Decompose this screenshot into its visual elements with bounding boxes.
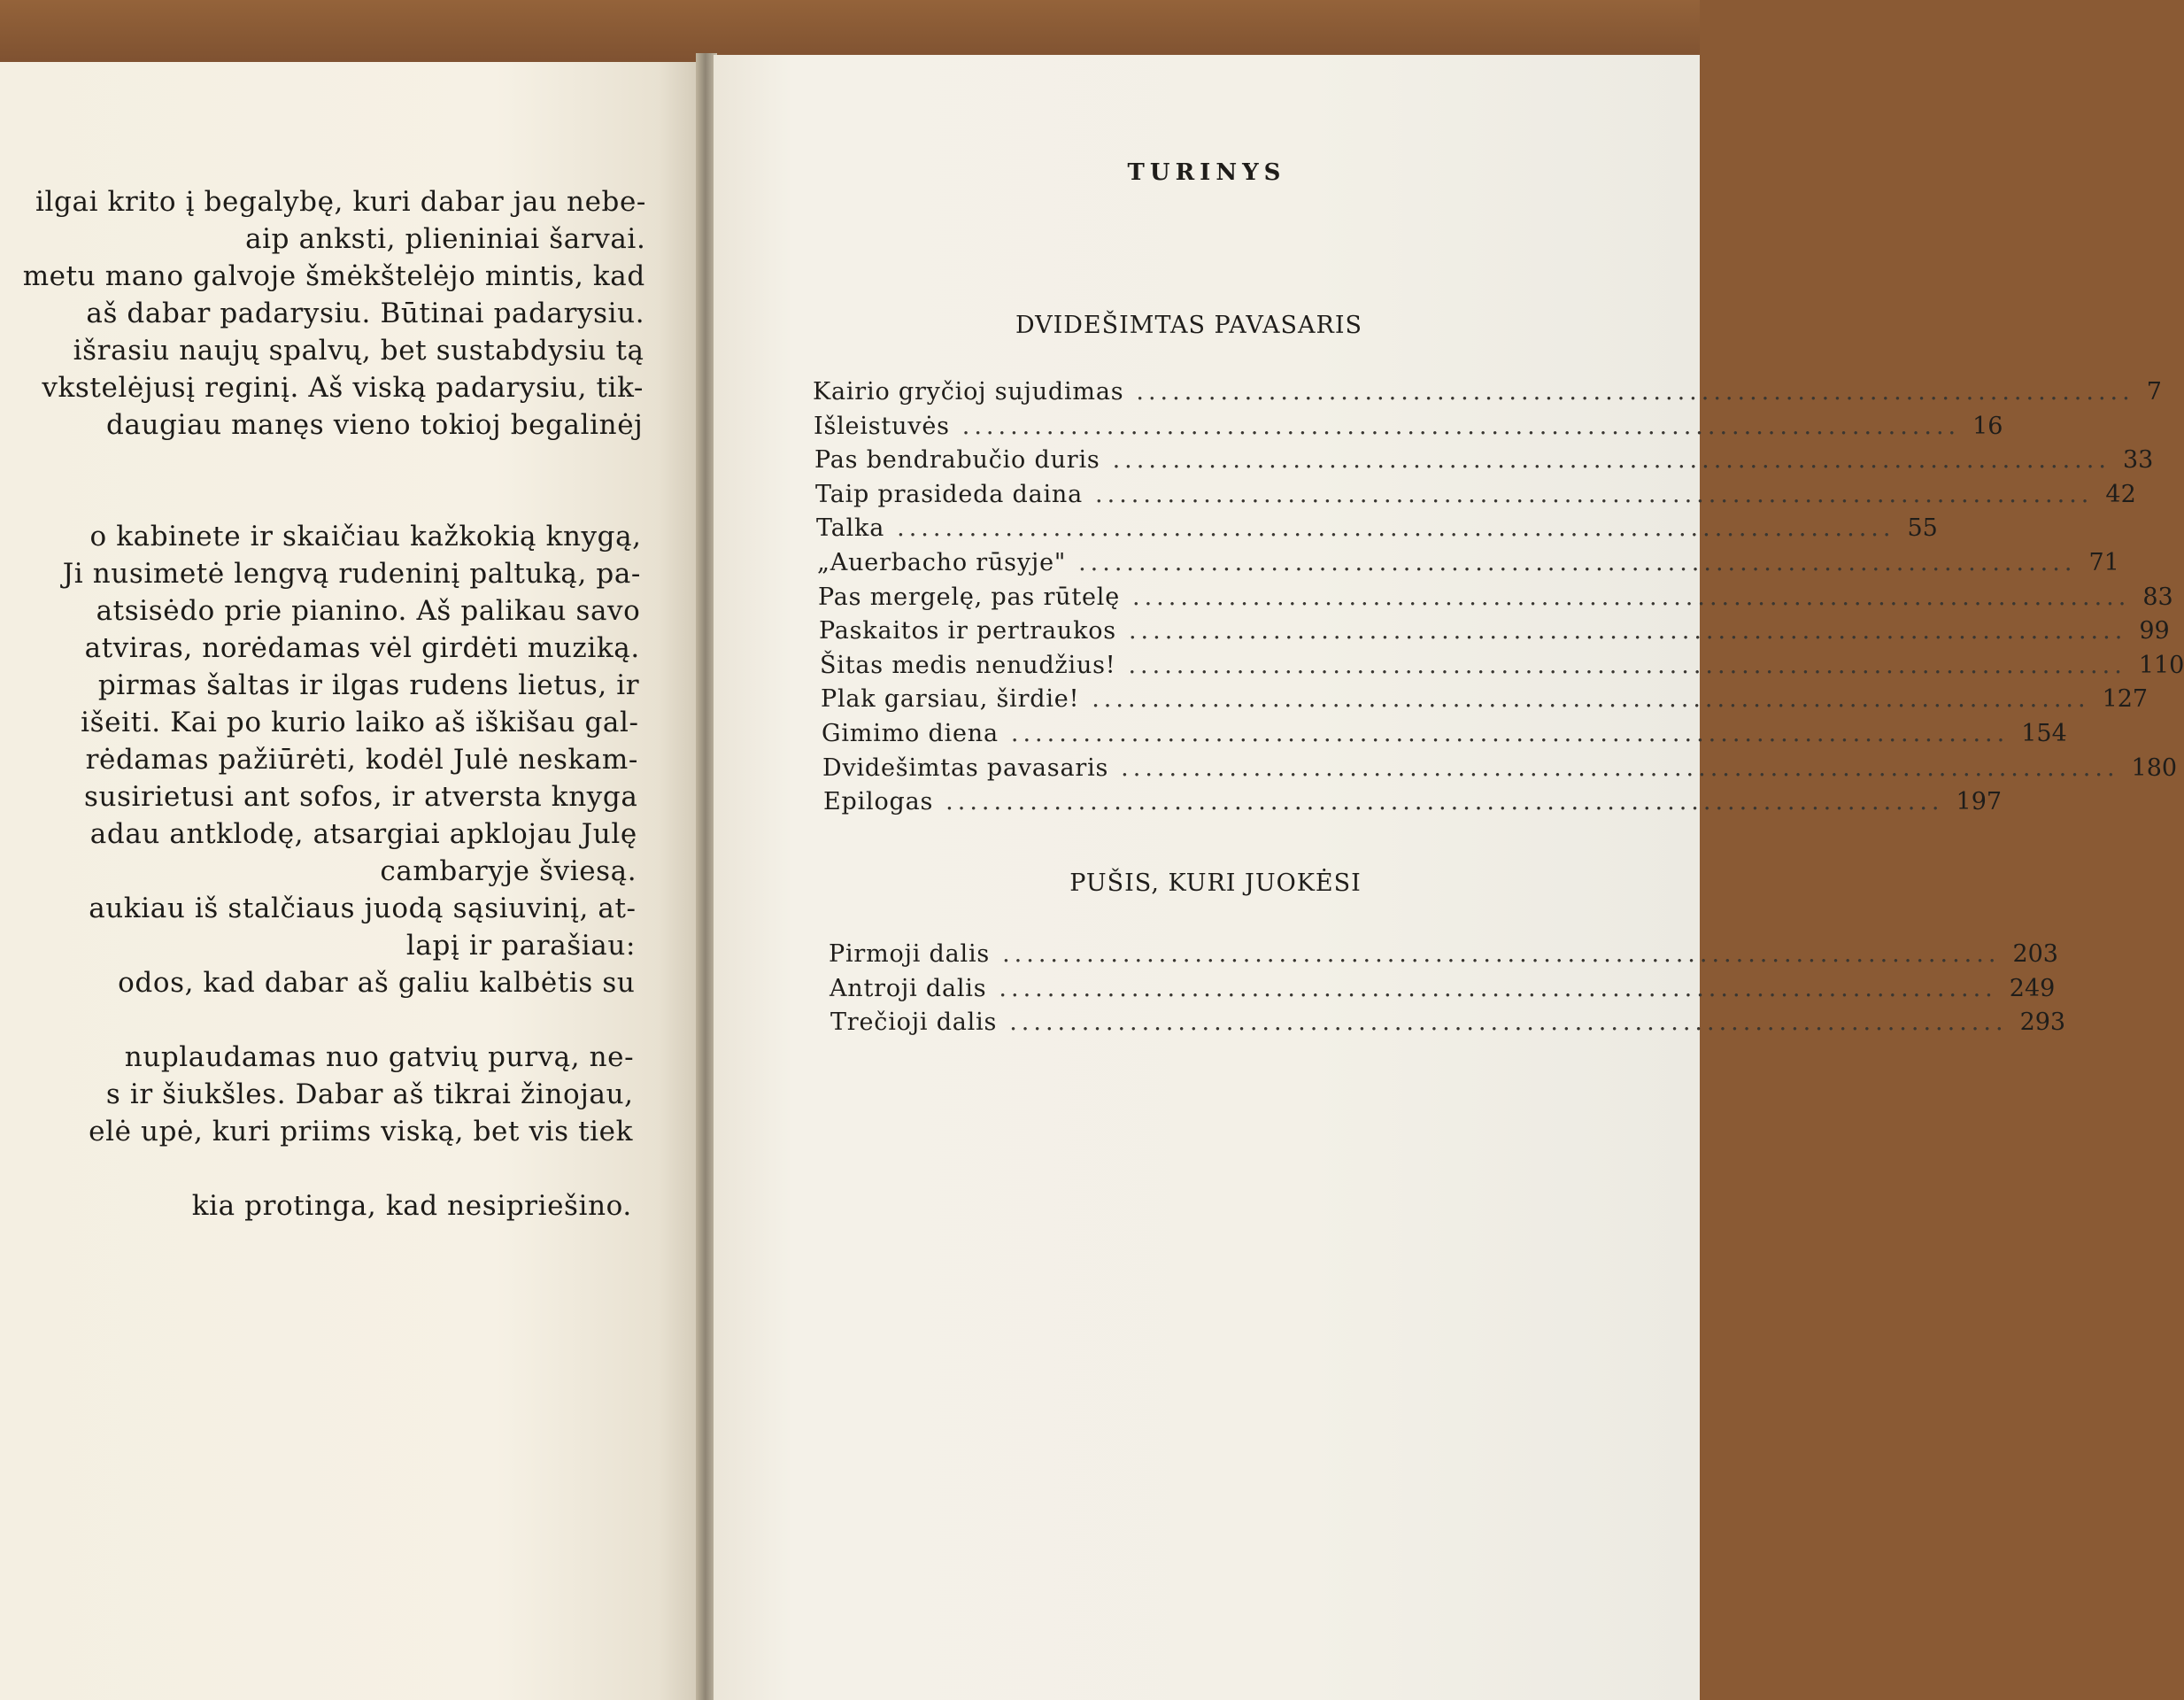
toc-part-title: PUŠIS, KURI JUOKĖSI [1069,869,1362,897]
toc-entry-title: Epilogas [823,788,934,816]
body-text-line: rėdamas pažiūrėti, kodėl Julė neskam- [85,744,638,776]
toc-entry-title: Plak garsiau, širdie! [821,685,1080,714]
toc-entry-title: Šitas medis nenudžius! [820,651,1116,679]
body-text-line: daugiau manęs vieno tokioj begalinėj [106,409,644,441]
toc-entry [822,720,2067,752]
toc-entry-page-number: 180 [2131,753,2178,782]
body-text-line: metu mano galvoje šmėkštelėjo mintis, kad [22,260,645,292]
body-text-line: Ji nusimetė lengvą rudeninį paltuką, pa- [62,558,641,590]
toc-entry-page-number: 7 [2146,378,2162,406]
toc-entry-title: Taip prasideda daina [815,480,1084,508]
toc-entry-title: Pas mergelę, pas rūtelę [818,583,1120,611]
toc-dot-leader: ................................................................................... [1010,720,2010,747]
toc-entry-page-number: 16 [1972,412,2003,440]
body-text-line: išrasiu naujų spalvų, bet sustabdysiu tą [73,335,644,367]
toc-entry-page-number: 154 [2021,720,2067,747]
left-book-page [0,62,708,1700]
toc-entry [814,446,2154,478]
body-text-line: s ir šiukšles. Dabar aš tikrai žinojau, [105,1078,634,1110]
toc-dot-leader: ................................................................................... [1095,480,2094,508]
toc-entry-page-number: 249 [2009,974,2056,1002]
body-text-line: lapį ir parašiau: [405,930,636,962]
toc-entry-page-number: 293 [2019,1008,2066,1037]
body-text-line: išeiti. Kai po kurio laiko aš iškišau gal- [81,707,639,738]
toc-entry-page-number: 197 [1956,788,2003,816]
toc-heading: TURINYS [1127,159,1286,186]
body-text-line: pirmas šaltas ir ilgas rudens lietus, ir [97,669,640,701]
body-text-line: aip anksti, plieniniai šarvai. [245,223,646,255]
body-text-line: vkstelėjusį reginį. Aš viską padarysiu, tik- [42,372,644,404]
toc-entry [816,514,1938,546]
toc-dot-leader: ................................................................................... [1009,1008,2008,1037]
toc-entry-title: Pirmoji dalis [829,940,991,968]
body-text-line: elė upė, kuri priims viską, bet vis tiek [89,1116,633,1148]
body-text-line: aukiau iš stalčiaus juodą sąsiuvinį, at- [89,892,637,924]
toc-entry [813,378,2162,410]
toc-dot-leader: ................................................................................... [1121,753,2119,782]
toc-entry-title: Trečioji dalis [830,1008,998,1037]
toc-dot-leader: ................................................................................... [961,412,1961,440]
body-text-line: aš dabar padarysiu. Būtinai padarysiu. [86,298,645,329]
body-text-line: atviras, norėdamas vėl girdėti muziką. [84,632,640,664]
toc-dot-leader: ................................................................................... [1112,446,2111,475]
toc-entry-title: Antroji dalis [830,974,987,1002]
toc-entry-title: Paskaitos ir pertraukos [819,617,1116,645]
toc-dot-leader: ................................................................................... [1136,378,2134,406]
toc-entry [818,583,2173,615]
toc-entry [817,549,2119,581]
toc-entry [823,788,2003,820]
toc-part-title: DVIDEŠIMTAS PAVASARIS [1015,312,1363,339]
toc-entry-title: „Auerbacho rūsyje" [817,549,1067,576]
toc-entry [830,1008,2066,1040]
toc-dot-leader: ................................................................................... [945,788,1944,816]
toc-entry-page-number: 99 [2139,617,2170,645]
body-text-line: kia protinga, kad nesipriešino. [191,1190,632,1222]
left-page-body-text [0,62,708,1700]
toc-entry [822,753,2178,786]
toc-entry-title: Dvidešimtas pavasaris [822,753,1109,782]
toc-entry-page-number: 203 [2012,940,2058,968]
body-text-line: o kabinete ir skaičiau kažkokią knygą, [89,521,642,552]
toc-entry [820,651,2184,684]
toc-entry-title: Pas bendrabučio duris [814,446,1100,475]
toc-entry-page-number: 42 [2105,480,2136,508]
toc-entry [815,480,2136,513]
body-text-line: susirietusi ant sofos, ir atversta knyga [83,781,638,813]
body-text-line: atsisėdo prie pianino. Aš palikau savo [96,595,641,627]
toc-entry [830,974,2056,1007]
toc-entry-title: Išleistuvės [814,412,950,440]
toc-entry-page-number: 83 [2142,583,2173,611]
toc-dot-leader: ................................................................................... [1002,940,2001,968]
toc-entry-page-number: 71 [2088,549,2119,576]
toc-entry [819,617,2170,649]
toc-dot-leader: ................................................................................... [1131,583,2131,611]
toc-dot-leader: ................................................................................... [1128,617,2127,645]
toc-entry [821,685,2149,717]
toc-entry-page-number: 55 [1907,514,1938,543]
toc-entry-title: Talka [816,514,885,543]
toc-dot-leader: ................................................................................... [1128,651,2126,679]
toc-entry-page-number: 33 [2122,446,2154,475]
toc-dot-leader: ................................................................................... [1092,685,2090,714]
table-of-contents [714,55,2184,1700]
body-text-line: ilgai krito į begalybę, kuri dabar jau nebe- [35,186,646,218]
toc-entry-page-number: 110 [2138,651,2184,679]
toc-entry [814,412,2003,444]
toc-entry-page-number: 127 [2102,685,2149,714]
right-book-page [714,55,2184,1700]
toc-dot-leader: ................................................................................... [897,514,1895,543]
body-text-line: adau antklodę, atsargiai apklojau Julę [89,818,637,850]
body-text-line: nuplaudamas nuo gatvių purvą, ne- [124,1041,635,1073]
toc-dot-leader: ................................................................................... [1078,549,2077,576]
toc-entry [829,940,2058,972]
toc-entry-title: Kairio gryčioj sujudimas [813,378,1124,406]
body-text-line: cambaryje šviesą. [380,855,637,887]
toc-dot-leader: ................................................................................... [999,974,1997,1002]
body-text-line: odos, kad dabar aš galiu kalbėtis su [118,967,636,999]
toc-entry-title: Gimimo diena [822,720,999,747]
